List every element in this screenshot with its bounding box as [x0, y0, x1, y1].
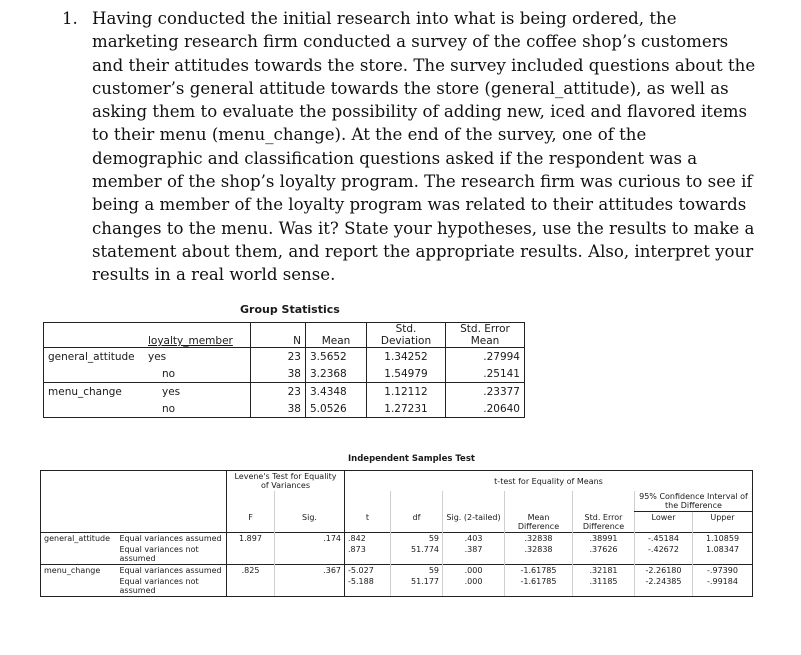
var-label [44, 365, 145, 383]
group-stats-header-row [44, 323, 525, 348]
table-row [44, 383, 525, 401]
upper-value: -.97390 [693, 564, 753, 576]
col-sig: Sig. [275, 512, 345, 533]
col-std-error-difference: Std. Error Difference [573, 512, 635, 533]
n-value: 23 [251, 348, 306, 366]
sd-value: 1.34252 [367, 348, 446, 366]
col-sig-2-tailed: Sig. (2-tailed) [443, 512, 505, 533]
col-loyalty-member: loyalty_member [148, 335, 233, 347]
group-label: yes [144, 383, 251, 401]
var-label: menu_change [41, 564, 117, 576]
question-text: Having conducted the initial research into what is being ordered, the marketing research firm conducted a survey of the coffee shop’s customers and their attitudes towards the store. The survey included questions about the customer’s general attitude towards the store (general_attitude), as well as asking them to evaluate the possibility of adding new, iced and flavored items to their menu (menu_change). At the end of the survey, one of the demographic and classification questions asked if the respondent was a member of the shop’s loyalty program. The research firm was curious to see if being a member of the loyalty program was related to their attitudes towards changes to the menu. Was it? State your hypotheses, use the results to make a statement about them, and report the appropriate results. Also, interpret your results in a real world sense. [92, 9, 756, 285]
se-value: .23377 [446, 383, 525, 401]
mean-value: 3.2368 [306, 365, 367, 383]
assumption-label: Equal variances assumed [117, 564, 227, 576]
lower-value: -.42672 [635, 544, 693, 565]
group-statistics-table [43, 322, 525, 418]
sig-value: .174 [275, 532, 345, 544]
mean-value: 3.4348 [306, 383, 367, 401]
sig2-value: .387 [443, 544, 505, 565]
sig-value [275, 544, 345, 565]
t-value: .842 [345, 532, 391, 544]
lower-value: -2.24385 [635, 576, 693, 597]
mean-value: 5.0526 [306, 400, 367, 418]
var-label [41, 576, 117, 597]
se-diff-value: .38991 [573, 532, 635, 544]
mean-diff-value: -1.61785 [505, 564, 573, 576]
header-row-1 [41, 471, 753, 492]
t-value: -5.188 [345, 576, 391, 597]
n-value: 23 [251, 383, 306, 401]
col-t: t [345, 512, 391, 533]
col-lower: Lower [635, 512, 693, 533]
assumption-label: Equal variances not assumed [117, 576, 227, 597]
table-row [44, 348, 525, 366]
independent-test-title: Independent Samples Test [348, 454, 475, 464]
var-label: general_attitude [41, 532, 117, 544]
f-value [227, 544, 275, 565]
group-statistics-title: Group Statistics [240, 303, 340, 316]
df-value: 51.774 [391, 544, 443, 565]
upper-value: 1.10859 [693, 532, 753, 544]
table-row [41, 532, 753, 544]
group-label: yes [144, 348, 251, 366]
col-mean-difference: Mean Difference [505, 512, 573, 533]
se-value: .27994 [446, 348, 525, 366]
table-row [41, 544, 753, 565]
ttest-header: t-test for Equality of Means [345, 471, 753, 492]
upper-value: 1.08347 [693, 544, 753, 565]
sd-value: 1.54979 [367, 365, 446, 383]
lower-value: -2.26180 [635, 564, 693, 576]
sd-value: 1.12112 [367, 383, 446, 401]
se-diff-value: .37626 [573, 544, 635, 565]
sig2-value: .000 [443, 564, 505, 576]
table-row [44, 400, 525, 418]
ci-header: 95% Confidence Interval of the Difference [635, 491, 753, 512]
col-mean: Mean [306, 323, 367, 348]
var-label [44, 400, 145, 418]
col-std-deviation: Std. Deviation [367, 323, 446, 348]
assumption-label: Equal variances assumed [117, 532, 227, 544]
col-n: N [251, 323, 306, 348]
sig-value [275, 576, 345, 597]
var-label: menu_change [44, 383, 145, 401]
n-value: 38 [251, 400, 306, 418]
se-diff-value: .32181 [573, 564, 635, 576]
lower-value: -.45184 [635, 532, 693, 544]
se-value: .25141 [446, 365, 525, 383]
mean-diff-value: .32838 [505, 544, 573, 565]
se-value: .20640 [446, 400, 525, 418]
t-value: .873 [345, 544, 391, 565]
df-value: 59 [391, 532, 443, 544]
var-label [41, 544, 117, 565]
upper-value: -.99184 [693, 576, 753, 597]
sig-value: .367 [275, 564, 345, 576]
sig2-value: .000 [443, 576, 505, 597]
levene-header: Levene's Test for Equality of Variances [227, 471, 345, 492]
col-std-error-mean: Std. Error Mean [446, 323, 525, 348]
sig2-value: .403 [443, 532, 505, 544]
question-number: 1. [62, 9, 78, 28]
assumption-label: Equal variances not assumed [119, 544, 199, 563]
table-row [44, 365, 525, 383]
f-value [227, 576, 275, 597]
sd-value: 1.27231 [367, 400, 446, 418]
t-value: -5.027 [345, 564, 391, 576]
f-value: .825 [227, 564, 275, 576]
independent-samples-test-table [40, 470, 753, 597]
table-row [41, 576, 753, 597]
f-value: 1.897 [227, 532, 275, 544]
se-diff-value: .31185 [573, 576, 635, 597]
var-label: general_attitude [44, 348, 145, 366]
group-label: no [162, 367, 176, 380]
df-value: 59 [391, 564, 443, 576]
mean-diff-value: -1.61785 [505, 576, 573, 597]
n-value: 38 [251, 365, 306, 383]
df-value: 51.177 [391, 576, 443, 597]
col-upper: Upper [693, 512, 753, 533]
mean-diff-value: .32838 [505, 532, 573, 544]
col-f: F [227, 512, 275, 533]
table-row [41, 564, 753, 576]
group-label: no [144, 400, 251, 418]
mean-value: 3.5652 [306, 348, 367, 366]
col-df: df [391, 512, 443, 533]
